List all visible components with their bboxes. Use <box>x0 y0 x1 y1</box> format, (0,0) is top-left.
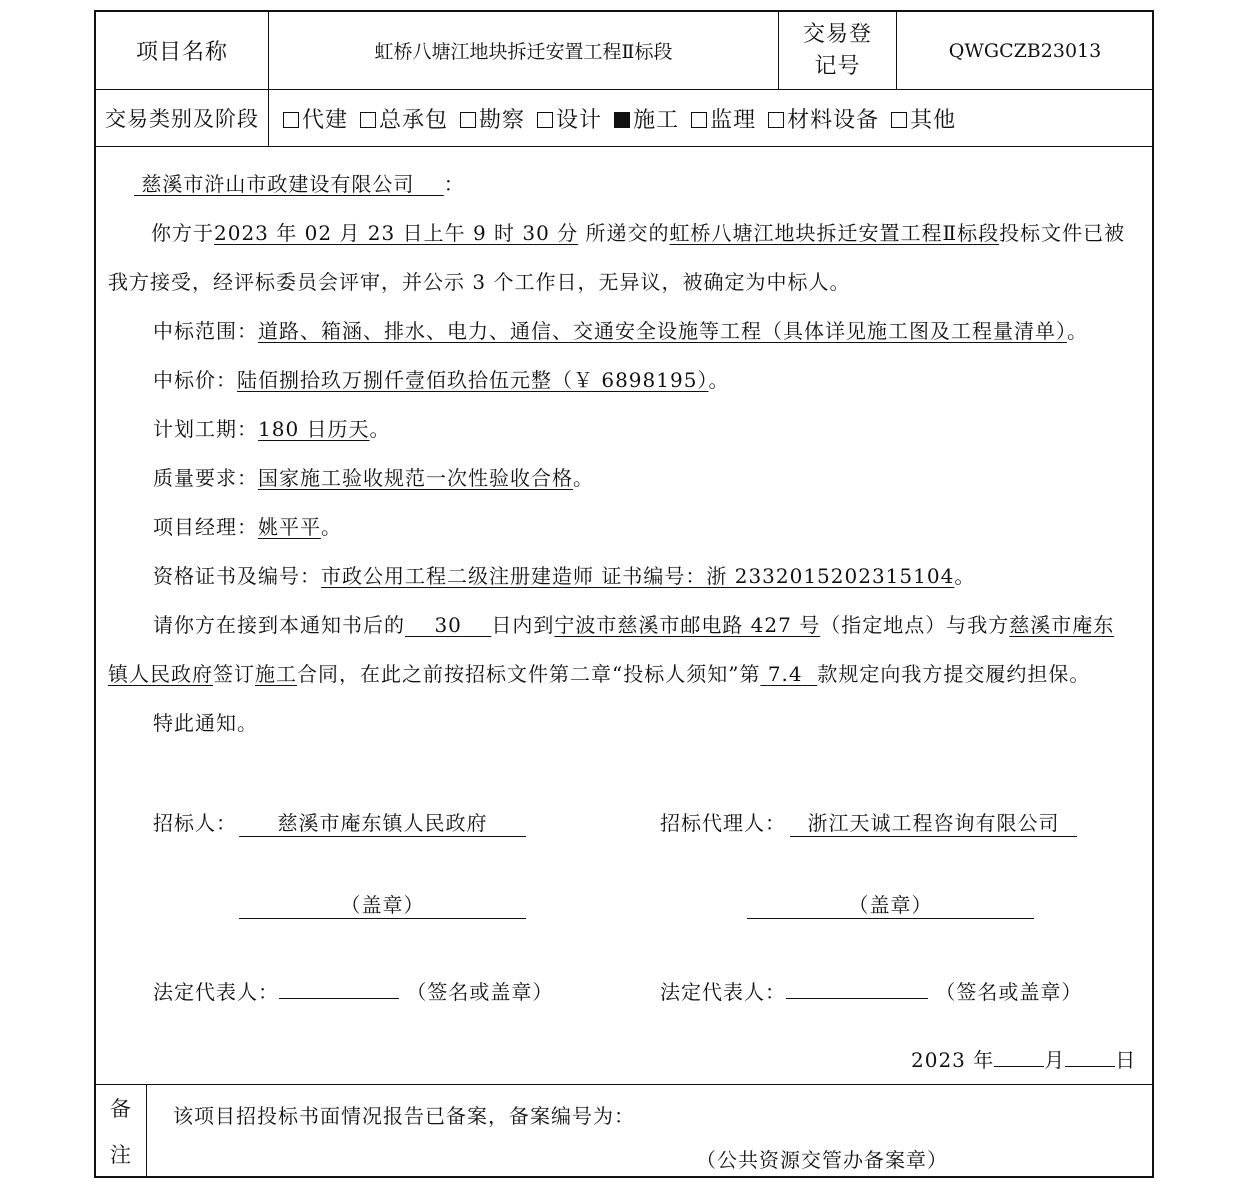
planned-duration-value: 180 日历天 <box>258 417 370 441</box>
stage-option-materials[interactable]: 材料设备 <box>768 103 879 134</box>
tenderer-value: 慈溪市庵东镇人民政府 <box>277 811 488 835</box>
paragraph-award-line2: 我方接受，经评标委员会评审，并公示 3 个工作日，无异议，被确定为中标人。 <box>108 270 851 294</box>
checkbox-icon <box>768 112 784 128</box>
checkbox-icon <box>691 112 707 128</box>
stage-option-supervision[interactable]: 监理 <box>691 103 756 134</box>
contract-party-cont: 镇人民政府 <box>108 662 213 686</box>
tenderer-label: 招标人： <box>153 811 237 835</box>
planned-duration: 计划工期：180 日历天。 <box>153 417 391 441</box>
notice-form <box>94 10 1154 1178</box>
month-blank[interactable] <box>994 1046 1044 1067</box>
remarks-text: 该项目招投标书面情况报告已备案，备案编号为： <box>173 1104 635 1128</box>
award-scope-value: 道路、箱涵、排水、电力、通信、交通安全设施等工程（具体详见施工图及工程量清单） <box>258 319 1067 343</box>
tenderer-seal: （盖章） <box>340 893 425 917</box>
contract-days: 30 <box>434 613 462 637</box>
checkbox-icon <box>891 112 907 128</box>
checkbox-checked-icon <box>614 112 630 128</box>
quality-requirement: 质量要求：国家施工验收规范一次性验收合格。 <box>153 466 594 490</box>
checkbox-icon <box>360 112 376 128</box>
legal-rep-left-blank[interactable] <box>279 978 399 999</box>
stage-option-agent[interactable]: 代建 <box>283 103 348 134</box>
paragraph-award: 你方于2023 年 02 月 23 日上午 9 时 30 分 所递交的虹桥八塘江地块拆迁安置工程Ⅱ标段投标文件已被 <box>151 221 1126 245</box>
registration-number-label <box>779 12 896 89</box>
day-blank[interactable] <box>1065 1046 1115 1067</box>
agent-seal-line <box>747 918 1034 919</box>
contract-party: 慈溪市庵东 <box>1009 613 1115 637</box>
closing-remark: 特此通知。 <box>153 711 258 735</box>
project-manager: 项目经理：姚平平。 <box>153 515 342 539</box>
contract-type: 施工 <box>255 662 297 686</box>
stage-option-design[interactable]: 设计 <box>537 103 602 134</box>
agent-seal: （盖章） <box>848 893 933 917</box>
checkbox-icon <box>537 112 553 128</box>
registration-number-value: QWGCZB23013 <box>948 39 1102 62</box>
addressee-colon: ： <box>443 172 465 196</box>
qualification-certificate-value: 市政公用工程二级注册建造师 证书编号：浙 2332015202315104 <box>321 564 955 588</box>
contract-instruction: 请你方在接到本通知书后的 30 日内到宁波市慈溪市邮电路 427 号（指定地点）与我方慈溪市庵东 <box>153 613 1115 637</box>
quality-requirement-value: 国家施工验收规范一次性验收合格 <box>258 466 573 490</box>
remarks-seal: （公共资源交管办备案章） <box>696 1148 948 1172</box>
qualification-certificate: 资格证书及编号：市政公用工程二级注册建造师 证书编号：浙 2332015202315104。 <box>153 564 976 588</box>
stage-option-construction[interactable]: 施工 <box>614 103 679 134</box>
remarks-label: 备 注 <box>110 1096 132 1167</box>
checkbox-icon <box>460 112 476 128</box>
project-name-value: 虹桥八塘江地块拆迁安置工程Ⅱ标段 <box>374 41 673 63</box>
legal-rep-left: 法定代表人： （签名或盖章） <box>153 980 554 1004</box>
contract-place: 宁波市慈溪市邮电路 427 号 <box>554 613 821 637</box>
legal-rep-right-blank[interactable] <box>786 978 928 999</box>
stage-option-other[interactable]: 其他 <box>891 103 956 134</box>
addressee-line <box>134 172 465 196</box>
trade-stage-label: 交易类别及阶段 <box>105 107 259 131</box>
tenderer-underline <box>239 836 526 837</box>
award-project-name: 虹桥八塘江地块拆迁安置工程Ⅱ标段 <box>669 221 1000 245</box>
project-manager-value: 姚平平 <box>258 515 321 539</box>
legal-rep-right: 法定代表人： （签名或盖章） <box>660 980 1083 1004</box>
tenderer-seal-line <box>239 918 526 919</box>
stage-option-general-contract[interactable]: 总承包 <box>360 103 448 134</box>
submission-date: 2023 年 02 月 23 日上午 9 时 30 分 <box>214 221 579 245</box>
project-name-label: 项目名称 <box>135 40 228 65</box>
row-divider <box>96 146 1152 147</box>
registration-label-line2: 记号 <box>814 53 861 79</box>
contract-clause: 7.4 <box>767 662 803 686</box>
agent-value: 浙江天诚工程咨询有限公司 <box>807 811 1060 835</box>
award-price-value: 陆佰捌拾玖万捌仟壹佰玖拾伍元整（￥ 6898195） <box>237 368 709 392</box>
stage-option-survey[interactable]: 勘察 <box>460 103 525 134</box>
row-divider <box>96 1084 1152 1085</box>
award-price: 中标价：陆佰捌拾玖万捌仟壹佰玖拾伍元整（￥ 6898195）。 <box>153 368 730 392</box>
column-divider <box>146 1084 147 1178</box>
signing-date: 2023 年 月 日 <box>911 1048 1137 1072</box>
checkbox-icon <box>283 112 299 128</box>
agent-label: 招标代理人： <box>660 811 786 835</box>
award-scope: 中标范围：道路、箱涵、排水、电力、通信、交通安全设施等工程（具体详见施工图及工程量清单）。 <box>153 319 1088 343</box>
trade-stage-options <box>283 90 956 146</box>
agent-underline <box>790 836 1077 837</box>
registration-label-line1: 交易登 <box>802 21 872 47</box>
contract-instruction-line2: 镇人民政府签订施工合同，在此之前按招标文件第二章“投标人须知”第 7.4 款规定向我方提交履约担保。 <box>108 662 1091 686</box>
addressee: 慈溪市浒山市政建设有限公司 <box>141 172 415 196</box>
